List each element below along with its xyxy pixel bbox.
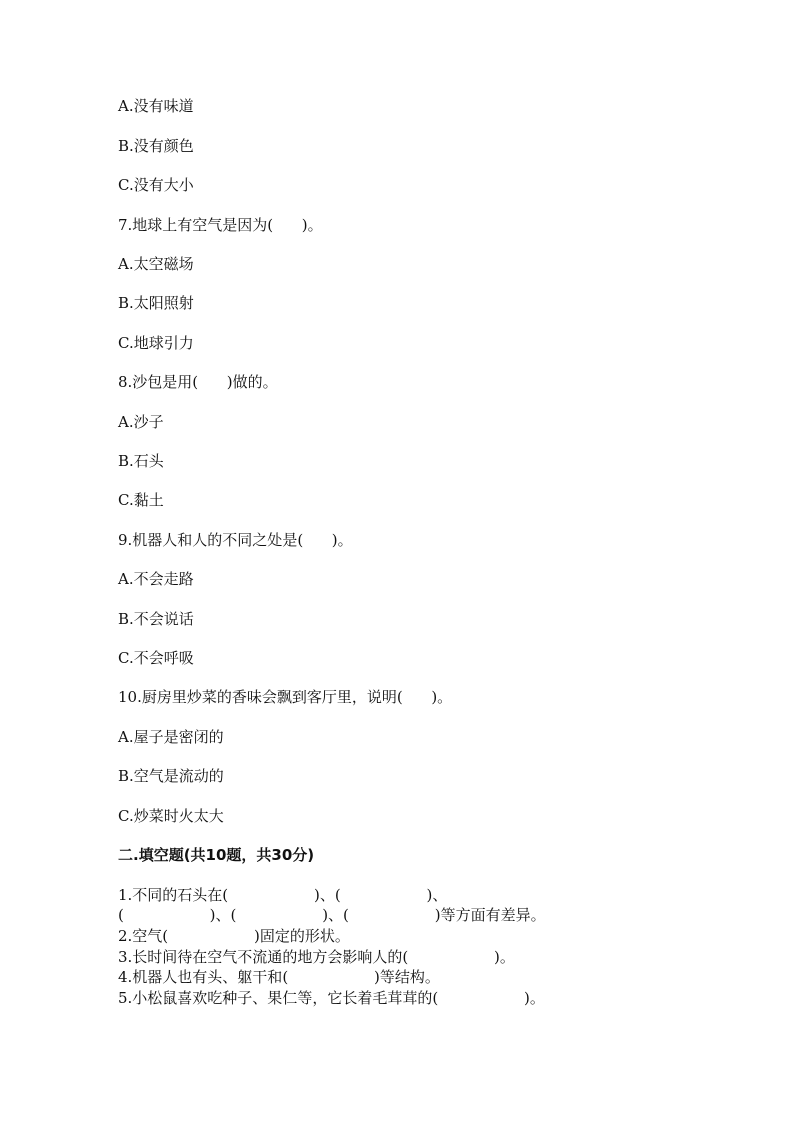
fill-blank-item: 3.长时间待在空气不流通的地方会影响人的( )。 <box>118 948 515 966</box>
option-a: A.沙子 <box>118 413 164 431</box>
question-stem: 9.机器人和人的不同之处是( )。 <box>118 531 353 549</box>
option-a: A.不会走路 <box>118 570 194 588</box>
option-b: B.没有颜色 <box>118 137 194 155</box>
section-heading: 二.填空题(共10题，共30分) <box>118 846 315 864</box>
option-b: B.太阳照射 <box>118 294 194 312</box>
option-c: C.地球引力 <box>118 334 194 352</box>
option-a: A.太空磁场 <box>118 255 194 273</box>
question-stem: 10.厨房里炒菜的香味会飘到客厅里，说明( )。 <box>118 688 453 706</box>
option-b: B.空气是流动的 <box>118 767 224 785</box>
fill-blank-item: ( )、( )、( )等方面有差异。 <box>118 906 546 924</box>
option-a: A.没有味道 <box>118 97 194 115</box>
option-b: B.石头 <box>118 452 164 470</box>
option-c: C.不会呼吸 <box>118 649 194 667</box>
option-b: B.不会说话 <box>118 610 194 628</box>
option-c: C.炒菜时火太大 <box>118 807 224 825</box>
question-stem: 8.沙包是用( )做的。 <box>118 373 278 391</box>
option-a: A.屋子是密闭的 <box>118 728 224 746</box>
option-c: C.没有大小 <box>118 176 194 194</box>
fill-blank-item: 2.空气( )固定的形状。 <box>118 927 350 945</box>
option-c: C.黏土 <box>118 491 164 509</box>
fill-blank-item: 1.不同的石头在( )、( )、 <box>118 886 448 904</box>
fill-blank-item: 5.小松鼠喜欢吃种子、果仁等，它长着毛茸茸的( )。 <box>118 989 545 1007</box>
question-stem: 7.地球上有空气是因为( )。 <box>118 216 323 234</box>
fill-blank-item: 4.机器人也有头、躯干和( )等结构。 <box>118 968 440 986</box>
